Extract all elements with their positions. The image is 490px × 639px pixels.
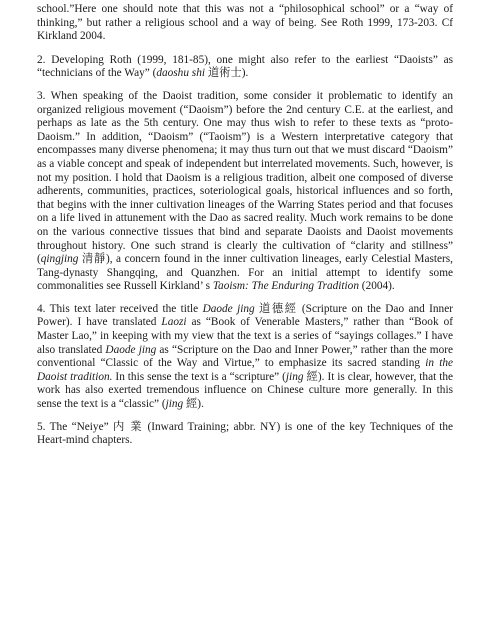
italic-term: in the Daoist tradition. (37, 357, 453, 383)
text-run: (2004). (358, 280, 395, 293)
text-run: 經). (183, 398, 204, 411)
italic-term: Daode jing (105, 343, 157, 356)
text-run: 經). It is clear, however, that the work has also exerted tremendous influence on Chinese culture more generally. In this sense the text is a “classic” ( (37, 370, 453, 411)
text-run: 5. The “Neiye” 内 業 (Inward Training; abbr. NY) is one of the key Techniques of the Heart-mind chapters. (37, 420, 453, 447)
footnote-2 (37, 54, 453, 81)
text-run: 道術士). (205, 67, 249, 80)
text-run: 4. This text later received the title (37, 302, 203, 315)
footnote-3 (37, 90, 453, 294)
footnote-5 (37, 421, 453, 448)
footnote-4 (37, 303, 453, 412)
footnote-continuation (37, 3, 453, 44)
italic-term: Taoism: The Enduring Tradition (212, 280, 359, 293)
text-run: 3. When speaking of the Daoist tradition, some consider it problematic to identify an organized religious movement (“Daoism”) before the 2nd century C.E. at the earliest, and perhaps as late as the 5th century. One may thus wish to refer to these texts as “proto-Daoism.” In addition, “Daoism” (“Taoism”) is a Western interpretative category that encompasses many diverse phenomena; it may thus turn out that we must discard “Daoism” as a viable concept and speak of independent but interrelated movements. Such, however, is not my position. I hold that Daoism is a religious tradition, albeit one composed of diverse adherents, communities, practices, soteriological goals, historical influences and so forth, that begins with the inner cultivation lineages of the Warring States period and that focuses on a life lived in attunement with the Dao as sacred reality. Much work remains to be done on the various connective tissues that bind and separate Daoists and Daoist movements throughout history. One such strand is clearly the cultivation of “clarity and stillness” ( (37, 89, 453, 266)
text-run: 清靜), a concern found in the inner cultivation lineages, early Celestial Masters, Tang-dynasty Shangqing, and Quanzhen. For an initial attempt to identify some commonalities see Russell Kirkland’ s (37, 253, 453, 293)
text-run: In this sense the text is a “scripture” ( (112, 370, 286, 383)
text-run: as “Book of Venerable Masters,” rather than “Book of Master Lao,” in keeping with my view that the text is a series of “sayings collages.” I have also translated (37, 316, 453, 356)
text-run: as “Scripture on the Dao and Inner Power,” rather than the more conventional “Classic of the Way and Virtue,” to emphasize its sacred standing (37, 343, 453, 370)
text-run: school.”Here one should note that this was not a “philosophical school” or a “way of thinking,” but rather a religious school and a way of being. See Roth 1999, 173-203. Cf Kirkland 2004. (37, 3, 453, 43)
italic-term: daoshu shi (156, 67, 205, 80)
italic-term: Laozi (161, 316, 187, 329)
italic-term: qingjing (40, 253, 79, 266)
italic-term: jing (285, 370, 304, 383)
italic-term: jing (165, 398, 184, 411)
text-run: 2. Developing Roth (1999, 181-85), one might also refer to the earliest “Daoists” as “technicians of the Way” ( (37, 53, 453, 80)
italic-term: Daode jing (202, 302, 255, 315)
text-run: 道德經 (Scripture on the Dao and Inner Power). I have translated (37, 302, 453, 329)
